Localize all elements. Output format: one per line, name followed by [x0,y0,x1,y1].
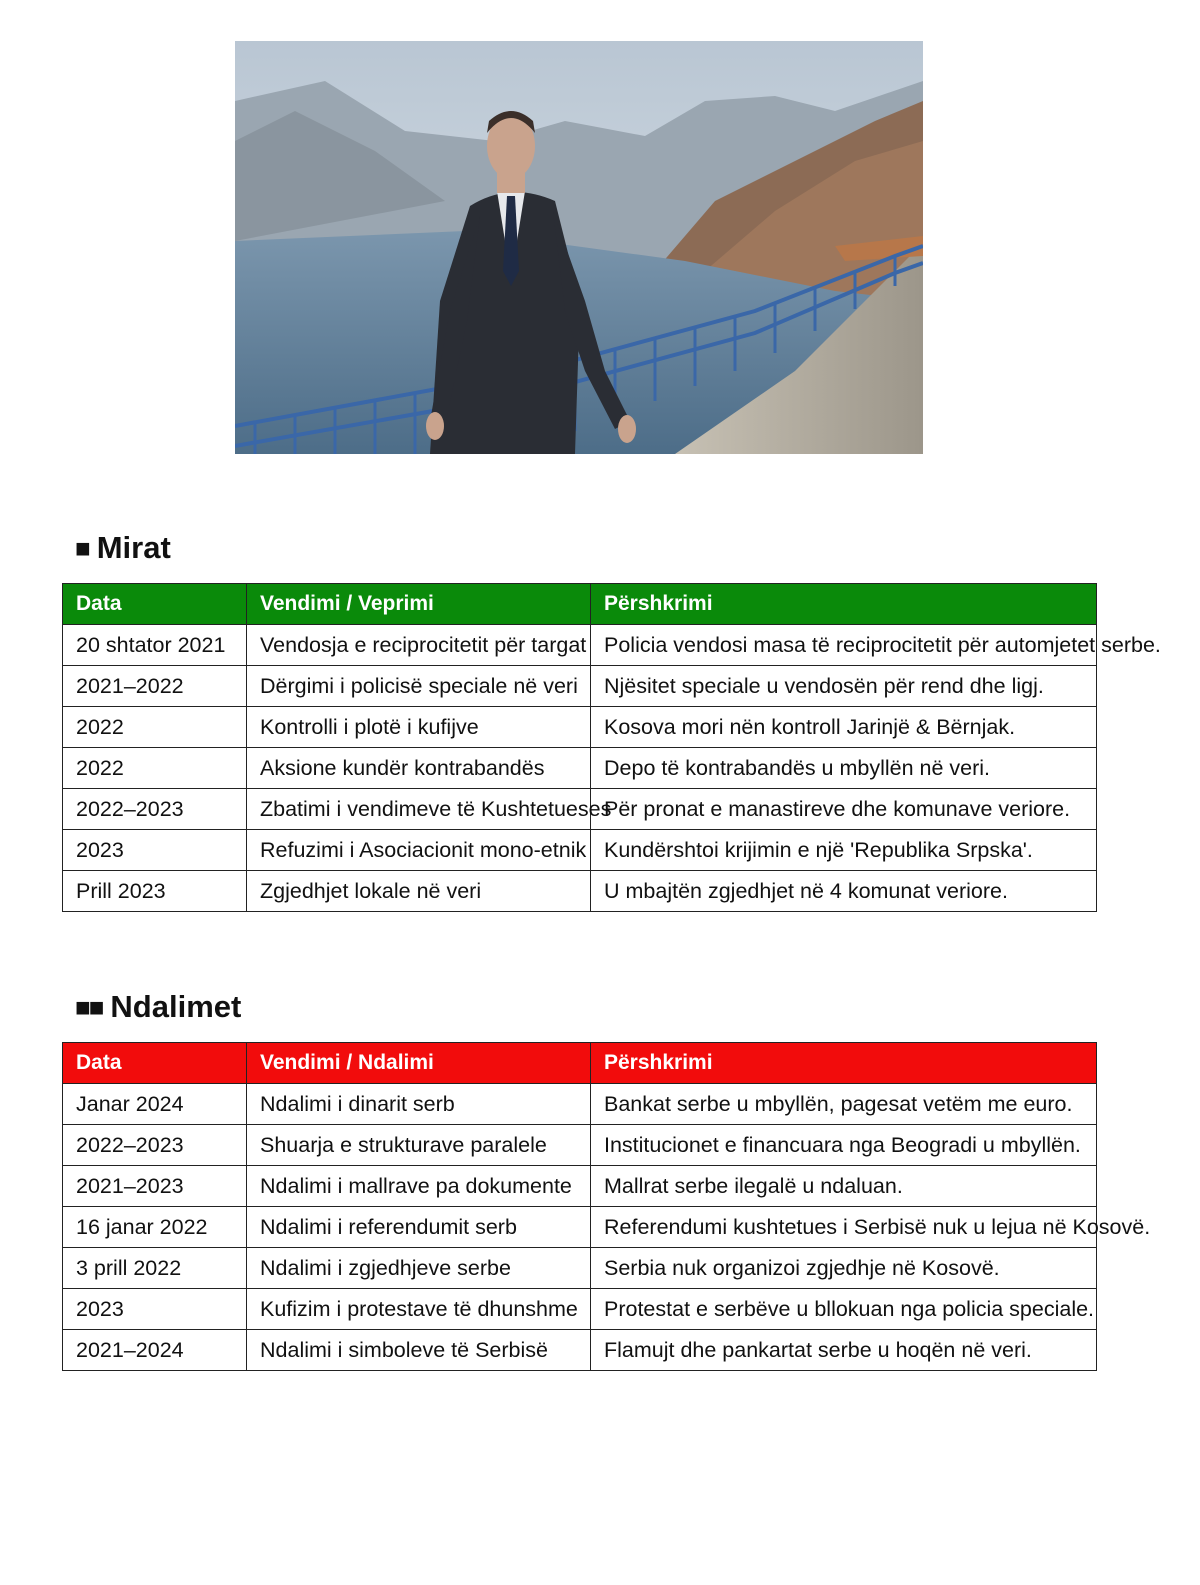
cell-text: Depo të kontrabandës u mbyllën në veri. [604,755,991,780]
cell-vendimi [247,1330,591,1371]
cell-text: Ndalimi i dinarit serb [260,1091,455,1116]
cell-text: 2021–2024 [76,1337,184,1362]
cell-vendimi [247,1125,591,1166]
cell-text: 2021–2023 [76,1173,184,1198]
cell-text: 2022 [76,714,124,739]
table-row [63,1289,1097,1330]
cell-data [63,871,247,912]
cell-pershkrimi [591,1207,1151,1248]
cell-vendimi [247,830,591,871]
cell-data [63,1125,247,1166]
cell-text: Zgjedhjet lokale në veri [260,878,482,903]
table-row [63,1084,1097,1125]
column-header-data: Data [63,1043,247,1084]
cell-pershkrimi [591,1125,1097,1166]
cell-text: Serbia nuk organizoi zgjedhje në Kosovë. [604,1255,1000,1280]
table-row [63,666,1097,707]
cell-pershkrimi [591,625,1161,666]
cell-text: 3 prill 2022 [76,1255,182,1280]
cell-pershkrimi [591,748,1097,789]
cell-text: Kundërshtoi krijimin e një 'Republika Srpska'. [604,837,1033,862]
ndalimet-table [62,1042,1151,1371]
cell-pershkrimi [591,666,1097,707]
cell-text: 16 janar 2022 [76,1214,208,1239]
mirat-table [62,583,1161,912]
section-title-text: Ndalimet [110,989,242,1024]
cell-text: U mbajtën zgjedhjet në 4 komunat veriore. [604,878,1008,903]
cell-text: Zbatimi i vendimeve të Kushtetueses [260,796,612,821]
cell-text: Janar 2024 [76,1091,184,1116]
photo-illustration [235,41,923,454]
cell-data [63,1248,247,1289]
cell-pershkrimi [591,1084,1097,1125]
column-header-vendimi: Vendimi / Ndalimi [247,1043,591,1084]
cell-data [63,748,247,789]
section-title-mirat [75,530,171,566]
cell-text: Ndalimi i simboleve të Serbisë [260,1337,548,1362]
cell-text: Ndalimi i referendumit serb [260,1214,517,1239]
table-row [63,1166,1097,1207]
cell-text: Prill 2023 [76,878,166,903]
cell-pershkrimi [591,871,1097,912]
cell-text: 20 shtator 2021 [76,632,226,657]
table-row [63,748,1097,789]
cell-text: Referendumi kushtetues i Serbisë nuk u lejua në Kosovë. [604,1214,1151,1239]
section-title-text: Mirat [96,530,171,565]
cell-text: Aksione kundër kontrabandës [260,755,545,780]
cell-text: 2023 [76,837,124,862]
cell-vendimi [247,625,591,666]
cell-pershkrimi [591,830,1097,871]
section-title-ndalimet [75,989,241,1025]
table-row [63,830,1097,871]
cell-text: 2022–2023 [76,796,184,821]
cell-text: Kosova mori nën kontroll Jarinjë & Bërnjak. [604,714,1016,739]
table-header-row [63,584,1097,625]
cell-vendimi [247,871,591,912]
cell-text: Dërgimi i policisë speciale në veri [260,673,578,698]
cell-data [63,1084,247,1125]
cell-text: Kontrolli i plotë i kufijve [260,714,479,739]
cell-text: Vendosja e reciprocitetit për targat [260,632,587,657]
cell-data [63,789,247,830]
cell-data [63,1330,247,1371]
cell-vendimi [247,666,591,707]
column-header-vendimi: Vendimi / Veprimi [247,584,591,625]
cell-text: Njësitet speciale u vendosën për rend dhe ligj. [604,673,1044,698]
cell-text: Bankat serbe u mbyllën, pagesat vetëm me euro. [604,1091,1073,1116]
column-header-pershkrimi: Përshkrimi [591,1043,1097,1084]
cell-text: 2021–2022 [76,673,184,698]
table-header-row [63,1043,1097,1084]
cell-text: Mallrat serbe ilegalë u ndaluan. [604,1173,903,1198]
cell-pershkrimi [591,789,1097,830]
cell-text: Ndalimi i zgjedhjeve serbe [260,1255,511,1280]
cell-pershkrimi [591,1330,1097,1371]
cell-text: Kufizim i protestave të dhunshme [260,1296,578,1321]
cell-vendimi [247,789,612,830]
cell-data [63,707,247,748]
cell-text: Për pronat e manastireve dhe komunave veriore. [604,796,1071,821]
cell-pershkrimi [591,707,1097,748]
cell-text: Flamujt dhe pankartat serbe u hoqën në veri. [604,1337,1032,1362]
cell-data [63,666,247,707]
cell-text: 2022 [76,755,124,780]
cell-text: Policia vendosi masa të reciprocitetit për automjetet serbe. [604,632,1161,657]
cell-data [63,1166,247,1207]
column-header-pershkrimi: Përshkrimi [591,584,1097,625]
cell-text: Institucionet e financuara nga Beogradi u mbyllën. [604,1132,1081,1157]
table-row [63,625,1097,666]
cell-text: Refuzimi i Asociacionit mono-etnik [260,837,587,862]
cell-data [63,1289,247,1330]
cell-vendimi [247,1084,591,1125]
table-row [63,871,1097,912]
table-row [63,1207,1097,1248]
table-row [63,1248,1097,1289]
column-header-data: Data [63,584,247,625]
cell-text: Protestat e serbëve u bllokuan nga policia speciale. [604,1296,1095,1321]
cell-data [63,1207,247,1248]
square-marker-icon: ■■ [75,992,103,1022]
table-row [63,707,1097,748]
photo-man-on-dam-bridge [235,41,923,454]
cell-vendimi [247,748,591,789]
cell-vendimi [247,707,591,748]
cell-vendimi [247,1207,591,1248]
cell-text: 2022–2023 [76,1132,184,1157]
cell-vendimi [247,1248,591,1289]
cell-data [63,625,247,666]
table-row [63,1330,1097,1371]
table-row [63,1125,1097,1166]
table-row [63,789,1097,830]
cell-text: Shuarja e strukturave paralele [260,1132,547,1157]
cell-pershkrimi [591,1248,1097,1289]
cell-text: 2023 [76,1296,124,1321]
cell-data [63,830,247,871]
cell-vendimi [247,1166,591,1207]
cell-text: Ndalimi i mallrave pa dokumente [260,1173,572,1198]
square-marker-icon: ■ [75,533,89,563]
cell-pershkrimi [591,1289,1097,1330]
cell-vendimi [247,1289,591,1330]
cell-pershkrimi [591,1166,1097,1207]
